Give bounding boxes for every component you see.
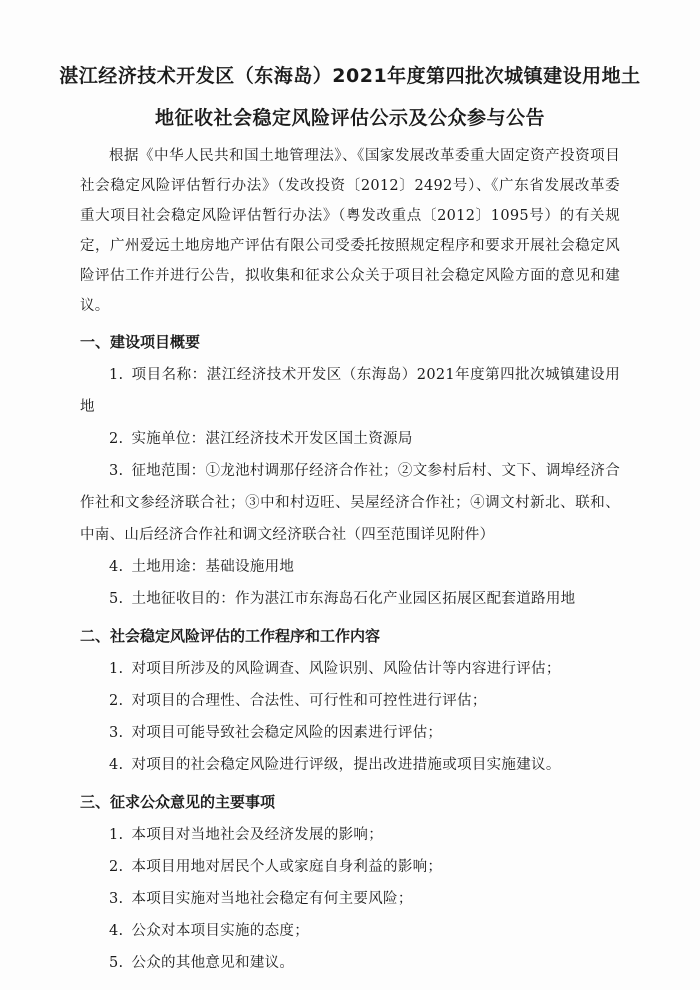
list-item — [80, 359, 620, 423]
item-text: 土地用途：基础设施用地 — [131, 559, 295, 575]
list-item — [80, 947, 620, 979]
section-public-opinion — [80, 785, 620, 979]
item-number: 4. — [109, 559, 124, 575]
list-item — [80, 551, 620, 583]
item-number: 1. — [109, 661, 124, 677]
list-item — [80, 749, 620, 781]
item-text: 本项目实施对当地社会稳定有何主要风险； — [131, 891, 413, 907]
title-line-2: 地征收社会稳定风险评估公示及公众参与公告 — [154, 107, 545, 129]
item-number: 3. — [109, 463, 124, 479]
item-number: 2. — [109, 693, 124, 709]
item-text: 土地征收目的：作为湛江市东海岛石化产业园区拓展区配套道路用地 — [131, 591, 576, 607]
list-item — [80, 851, 620, 883]
section-heading: 二、社会稳定风险评估的工作程序和工作内容 — [80, 627, 381, 645]
item-text: 公众的其他意见和建议。 — [131, 955, 295, 971]
item-number: 1. — [109, 827, 124, 843]
list-item — [80, 455, 620, 551]
list-item — [80, 423, 620, 455]
item-text: 对项目可能导致社会稳定风险的因素进行评估； — [131, 725, 443, 741]
list-item — [80, 915, 620, 947]
list-item — [80, 819, 620, 851]
item-number: 2. — [109, 859, 124, 875]
item-text: 对项目的社会稳定风险进行评级，提出改进措施或项目实施建议。 — [131, 757, 561, 773]
page-title — [50, 55, 650, 139]
title-line-1: 湛江经济技术开发区（东海岛）2021年度第四批次城镇建设用地土 — [59, 65, 641, 87]
item-number: 5. — [109, 955, 124, 971]
item-text: 对项目所涉及的风险调查、风险识别、风险估计等内容进行评估； — [131, 661, 561, 677]
list-item — [80, 717, 620, 749]
intro-paragraph: 根据《中华人民共和国土地管理法》、《国家发展改革委重大固定资产投资项目社会稳定风险评估暂行办法》（发改投资〔2012〕2492号）、《广东省发展改革委重大项目社会稳定风险评估暂行办法》（粤发改重点〔2012〕1095号）的有关规定，广州爱远土地房地产评估有限公司受委托按照规定程序和要求开展社会稳定风险评估工作并进行公告，拟收集和征求公众关于项目社会稳定风险方面的意见和建议。 — [80, 148, 620, 314]
list-item — [80, 583, 620, 615]
section-project-overview — [80, 325, 620, 615]
list-item — [80, 685, 620, 717]
item-text: 公众对本项目实施的态度； — [131, 923, 310, 939]
list-item — [80, 653, 620, 685]
item-text: 征地范围：①龙池村调那仔经济合作社；②文参村后村、文下、调埠经济合作社和文参经济联合社；③中和村迈旺、吴屋经济合作社；④调文村新北、联和、中南、山后经济合作社和调文经济联合社（四至范围详见附件） — [80, 463, 620, 543]
item-text: 实施单位：湛江经济技术开发区国土资源局 — [131, 431, 413, 447]
item-text: 本项目用地对居民个人或家庭自身利益的影响； — [131, 859, 443, 875]
section-heading: 三、征求公众意见的主要事项 — [80, 793, 276, 811]
item-number: 4. — [109, 757, 124, 773]
item-text: 项目名称：湛江经济技术开发区（东海岛）2021年度第四批次城镇建设用地 — [80, 367, 620, 415]
item-number: 5. — [109, 591, 124, 607]
section-assessment-procedure — [80, 619, 620, 781]
section-heading: 一、建设项目概要 — [80, 333, 201, 351]
item-number: 3. — [109, 891, 124, 907]
item-number: 4. — [109, 923, 124, 939]
list-item — [80, 883, 620, 915]
item-text: 对项目的合理性、合法性、可行性和可控性进行评估； — [131, 693, 487, 709]
item-number: 3. — [109, 725, 124, 741]
item-number: 1. — [109, 367, 124, 383]
item-number: 2. — [109, 431, 124, 447]
item-text: 本项目对当地社会及经济发展的影响； — [131, 827, 384, 843]
